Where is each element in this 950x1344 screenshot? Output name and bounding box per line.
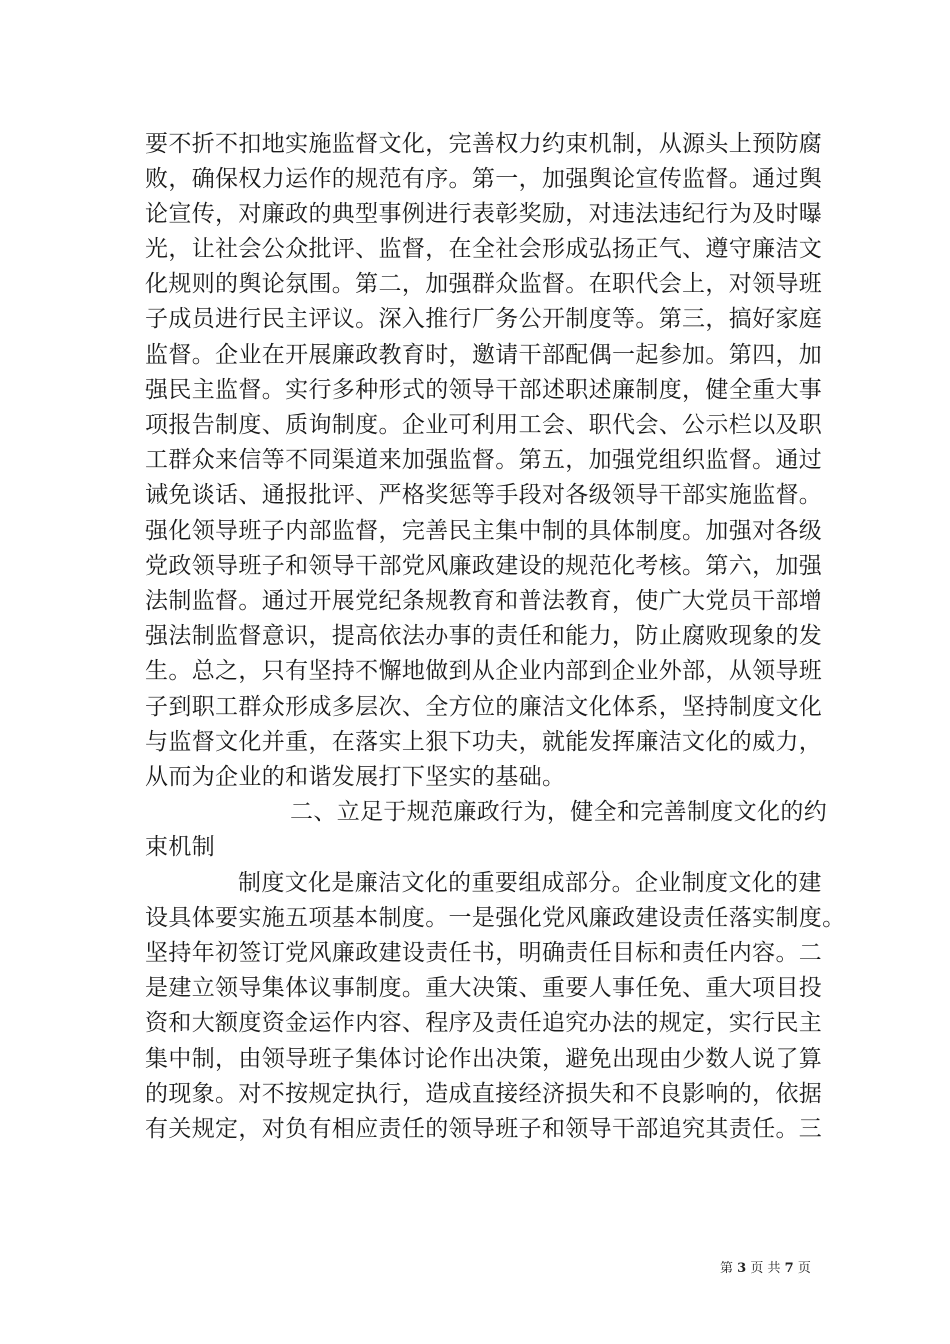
footer-suffix: 页 [797, 1261, 811, 1276]
section-heading: 二、立足于规范廉政行为，健全和完善制度文化的约 [290, 799, 828, 825]
text-line: 要不折不扣地实施监督文化，完善权力约束机制，从源头上预防腐 [145, 131, 823, 157]
text-line: 光，让社会公众批评、监督，在全社会形成弘扬正气、遵守廉洁文 [145, 236, 823, 262]
text-line: 与监督文化并重，在落实上狠下功夫，就能发挥廉洁文化的威力， [145, 729, 823, 755]
text-line: 有关规定，对负有相应责任的领导班子和领导干部追究其责任。三 [145, 1116, 823, 1142]
section-heading-continuation: 束机制 [145, 834, 216, 860]
text-line: 党政领导班子和领导干部党风廉政建设的规范化考核。第六，加强 [145, 553, 823, 579]
text-line: 监督。企业在开展廉政教育时，邀请干部配偶一起参加。第四，加 [145, 342, 823, 368]
text-line: 项报告制度、质询制度。企业可利用工会、职代会、公示栏以及职 [145, 412, 823, 438]
text-line: 子到职工群众形成多层次、全方位的廉洁文化体系，坚持制度文化 [145, 694, 823, 720]
footer-prefix: 第 [720, 1261, 734, 1276]
text-line: 坚持年初签订党风廉政建设责任书，明确责任目标和责任内容。二 [145, 940, 823, 966]
text-line: 强化领导班子内部监督，完善民主集中制的具体制度。加强对各级 [145, 518, 823, 544]
text-line: 子成员进行民主评议。深入推行厂务公开制度等。第三，搞好家庭 [145, 306, 823, 332]
text-line: 的现象。对不按规定执行，造成直接经济损失和不良影响的，依据 [145, 1081, 823, 1107]
text-line: 论宣传，对廉政的典型事例进行表彰奖励，对违法违纪行为及时曝 [145, 201, 823, 227]
text-line: 强民主监督。实行多种形式的领导干部述职述廉制度，健全重大事 [145, 377, 823, 403]
text-line: 生。总之，只有坚持不懈地做到从企业内部到企业外部，从领导班 [145, 658, 823, 684]
text-line: 从而为企业的和谐发展打下坚实的基础。 [145, 764, 566, 790]
footer-middle: 页 共 [750, 1261, 781, 1276]
page-footer [720, 1260, 811, 1278]
text-line: 设具体要实施五项基本制度。一是强化党风廉政建设责任落实制度。 [145, 905, 846, 931]
current-page-number: 3 [737, 1261, 747, 1276]
paragraph-first-line: 制度文化是廉洁文化的重要组成部分。企业制度文化的建 [238, 870, 822, 896]
text-line: 资和大额度资金运作内容、程序及责任追究办法的规定，实行民主 [145, 1010, 823, 1036]
text-line: 败，确保权力运作的规范有序。第一，加强舆论宣传监督。通过舆 [145, 166, 823, 192]
total-pages-number: 7 [784, 1261, 794, 1276]
text-line: 强法制监督意识，提高依法办事的责任和能力，防止腐败现象的发 [145, 623, 823, 649]
text-line: 化规则的舆论氛围。第二，加强群众监督。在职代会上，对领导班 [145, 271, 823, 297]
text-line: 法制监督。通过开展党纪条规教育和普法教育，使广大党员干部增 [145, 588, 823, 614]
text-line: 集中制，由领导班子集体讨论作出决策，避免出现由少数人说了算 [145, 1046, 823, 1072]
text-line: 诫免谈话、通报批评、严格奖惩等手段对各级领导干部实施监督。 [145, 482, 823, 508]
text-line: 工群众来信等不同渠道来加强监督。第五，加强党组织监督。通过 [145, 447, 823, 473]
text-line: 是建立领导集体议事制度。重大决策、重要人事任免、重大项目投 [145, 975, 823, 1001]
